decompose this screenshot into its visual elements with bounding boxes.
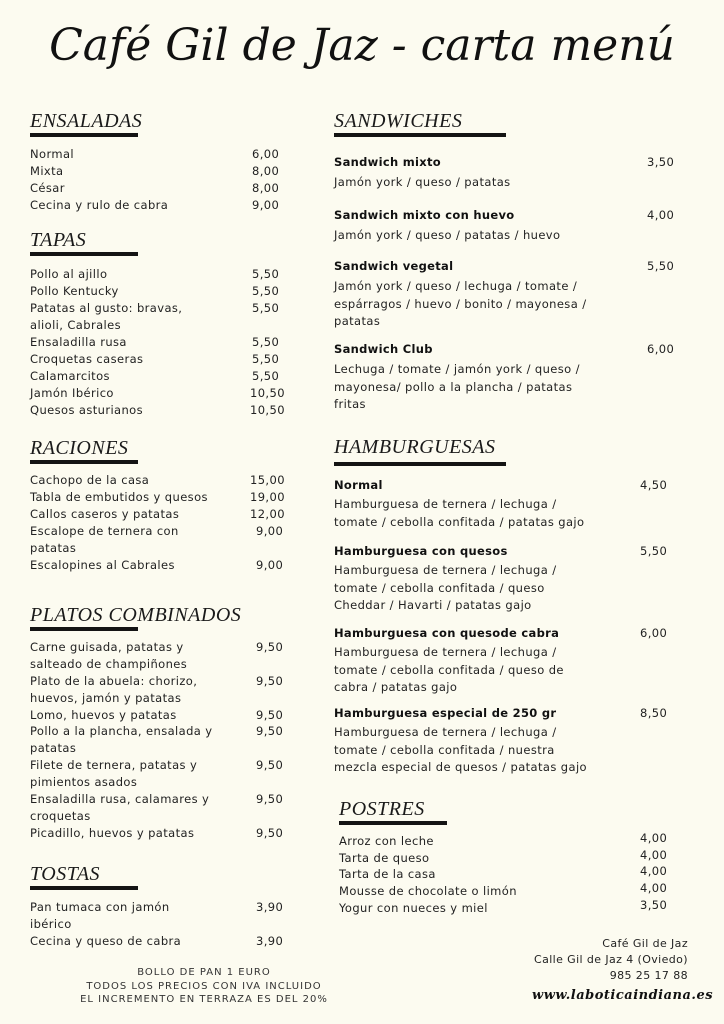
menu-item-price: 9,00 [256, 558, 284, 572]
menu-item-price: 8,00 [252, 181, 280, 195]
menu-item-price: 9,00 [256, 524, 284, 538]
menu-item-price: 9,50 [256, 640, 284, 654]
sandwich-price: 3,50 [647, 155, 675, 169]
burger-price: 6,00 [640, 626, 668, 640]
section-title-raciones: RACIONES [30, 437, 129, 459]
menu-item-name: Yogur con nueces y miel [339, 901, 488, 915]
section-title-sandwiches: SANDWICHES [334, 110, 463, 132]
website-link[interactable]: www.laboticaindiana.es [532, 988, 714, 1003]
footer-bread-note: BOLLO DE PAN 1 EURO [137, 967, 271, 978]
sandwich-price: 5,50 [647, 259, 675, 273]
menu-item-name: Mixta [30, 164, 64, 178]
section-divider [30, 627, 138, 631]
menu-item-price: 19,00 [250, 490, 285, 504]
menu-item-price: 5,50 [252, 301, 280, 315]
sandwich-price: 6,00 [647, 342, 675, 356]
menu-item-name: Pollo Kentucky [30, 284, 119, 298]
burger-name: Hamburguesa con quesode cabra [334, 626, 560, 640]
sandwich-name: Sandwich vegetal [334, 259, 454, 273]
footer-iva-note: TODOS LOS PRECIOS CON IVA INCLUIDO [86, 980, 322, 992]
menu-item-name: César [30, 181, 65, 195]
burger-name: Hamburguesa especial de 250 gr [334, 706, 557, 720]
menu-item-name: Calamarcitos [30, 369, 110, 383]
menu-item-price: 5,50 [252, 284, 280, 298]
menu-item-name: Cecina y rulo de cabra [30, 198, 169, 212]
section-title-tostas: TOSTAS [30, 863, 101, 885]
menu-item-name: Patatas al gusto: bravas, alioli, Cabrales [30, 301, 183, 332]
section-title-platos-combinados: PLATOS COMBINADOS [30, 604, 242, 626]
menu-item-name: Arroz con leche [339, 834, 434, 848]
menu-item-price: 9,50 [256, 724, 284, 738]
menu-item-price: 9,50 [256, 826, 284, 840]
menu-item-price: 10,50 [250, 403, 285, 417]
menu-item-name: Filete de ternera, patatas y pimientos asados [30, 758, 198, 789]
section-divider [30, 133, 138, 137]
sandwich-description: Jamón york / queso / lechuga / tomate / espárragos / huevo / bonito / mayonesa / patatas [334, 279, 587, 328]
menu-item-price: 8,00 [252, 164, 280, 178]
sandwich-price: 4,00 [647, 208, 675, 222]
menu-item-name: Normal [30, 147, 75, 161]
menu-item-price: 9,50 [256, 674, 284, 688]
menu-item-price: 10,50 [250, 386, 285, 400]
section-divider [334, 133, 506, 137]
menu-item-name: Pollo a la plancha, ensalada y patatas [30, 724, 213, 755]
menu-item-name: Callos caseros y patatas [30, 507, 180, 521]
menu-item-name: Plato de la abuela: chorizo, huevos, jamón y patatas [30, 674, 198, 705]
burger-name: Hamburguesa con quesos [334, 544, 508, 558]
menu-item-name: Lomo, huevos y patatas [30, 708, 177, 722]
burger-description: Hamburguesa de ternera / lechuga / tomate / cebolla confitada / patatas gajo [334, 497, 585, 529]
menu-item-name: Ensaladilla rusa, calamares y croquetas [30, 792, 210, 823]
section-divider [334, 462, 506, 466]
section-title-postres: POSTRES [339, 798, 425, 820]
menu-item-name: Tabla de embutidos y quesos [30, 490, 208, 504]
menu-item-price: 4,00 [640, 831, 668, 845]
menu-item-price: 3,90 [256, 900, 284, 914]
menu-item-name: Croquetas caseras [30, 352, 144, 366]
menu-item-price: 4,00 [640, 848, 668, 862]
cafe-phone: 985 25 17 88 [609, 969, 688, 982]
menu-item-price: 5,50 [252, 369, 280, 383]
burger-price: 5,50 [640, 544, 668, 558]
section-title-ensaladas: ENSALADAS [30, 110, 143, 132]
menu-item-name: Cachopo de la casa [30, 473, 150, 487]
page-title: Café Gil de Jaz - carta menú [49, 20, 675, 71]
menu-item-name: Ensaladilla rusa [30, 335, 127, 349]
burger-description: Hamburguesa de ternera / lechuga / tomate / cebolla confitada / queso de cabra / patatas gajo [334, 645, 564, 694]
contact-block [480, 936, 688, 984]
footer-terrace-note: EL INCREMENTO EN TERRAZA ES DEL 20% [80, 994, 328, 1005]
menu-item-price: 3,50 [640, 898, 668, 912]
menu-item-price: 12,00 [250, 507, 285, 521]
menu-item-price: 9,50 [256, 792, 284, 806]
section-divider [339, 821, 447, 825]
burger-description: Hamburguesa de ternera / lechuga / tomate / cebolla confitada / nuestra mezcla especial de quesos / patatas gajo [334, 725, 587, 774]
menu-item-price: 3,90 [256, 934, 284, 948]
sandwich-name: Sandwich Club [334, 342, 433, 356]
menu-item-name: Pan tumaca con jamón ibérico [30, 900, 170, 931]
menu-item-name: Picadillo, huevos y patatas [30, 826, 195, 840]
menu-item-price: 6,00 [252, 147, 280, 161]
menu-item-name: Mousse de chocolate o limón [339, 884, 517, 898]
sandwich-description: Lechuga / tomate / jamón york / queso / mayonesa/ pollo a la plancha / patatas fritas [334, 362, 580, 411]
section-title-tapas: TAPAS [30, 229, 87, 251]
menu-item-name: Cecina y queso de cabra [30, 934, 182, 948]
burger-price: 8,50 [640, 706, 668, 720]
menu-item-price: 15,00 [250, 473, 285, 487]
menu-item-name: Quesos asturianos [30, 403, 144, 417]
burger-name: Normal [334, 478, 383, 492]
menu-item-name: Carne guisada, patatas y salteado de champiñones [30, 640, 188, 671]
burger-price: 4,50 [640, 478, 668, 492]
section-divider [30, 886, 138, 890]
menu-item-name: Tarta de queso [339, 851, 430, 865]
menu-item-name: Jamón Ibérico [30, 386, 114, 400]
footer-notes [60, 966, 348, 1007]
menu-item-price: 9,00 [252, 198, 280, 212]
section-divider [30, 460, 138, 464]
menu-item-name: Pollo al ajillo [30, 267, 108, 281]
menu-item-name: Escalope de ternera con patatas [30, 524, 179, 555]
menu-item-price: 9,50 [256, 708, 284, 722]
menu-item-price: 5,50 [252, 267, 280, 281]
menu-item-price: 4,00 [640, 864, 668, 878]
menu-item-name: Escalopines al Cabrales [30, 558, 175, 572]
section-divider [30, 252, 138, 256]
sandwich-description: Jamón york / queso / patatas [334, 175, 511, 189]
burger-description: Hamburguesa de ternera / lechuga / tomate / cebolla confitada / queso Cheddar / Havarti / patatas gajo [334, 563, 557, 612]
menu-item-name: Tarta de la casa [339, 867, 436, 881]
menu-item-price: 5,50 [252, 352, 280, 366]
cafe-address: Calle Gil de Jaz 4 (Oviedo) [533, 953, 688, 966]
section-title-hamburguesas: HAMBURGUESAS [334, 436, 496, 458]
menu-item-price: 9,50 [256, 758, 284, 772]
sandwich-name: Sandwich mixto [334, 155, 441, 169]
sandwich-name: Sandwich mixto con huevo [334, 208, 515, 222]
menu-item-price: 5,50 [252, 335, 280, 349]
cafe-name: Café Gil de Jaz [602, 937, 688, 950]
menu-item-price: 4,00 [640, 881, 668, 895]
sandwich-description: Jamón york / queso / patatas / huevo [334, 228, 561, 242]
